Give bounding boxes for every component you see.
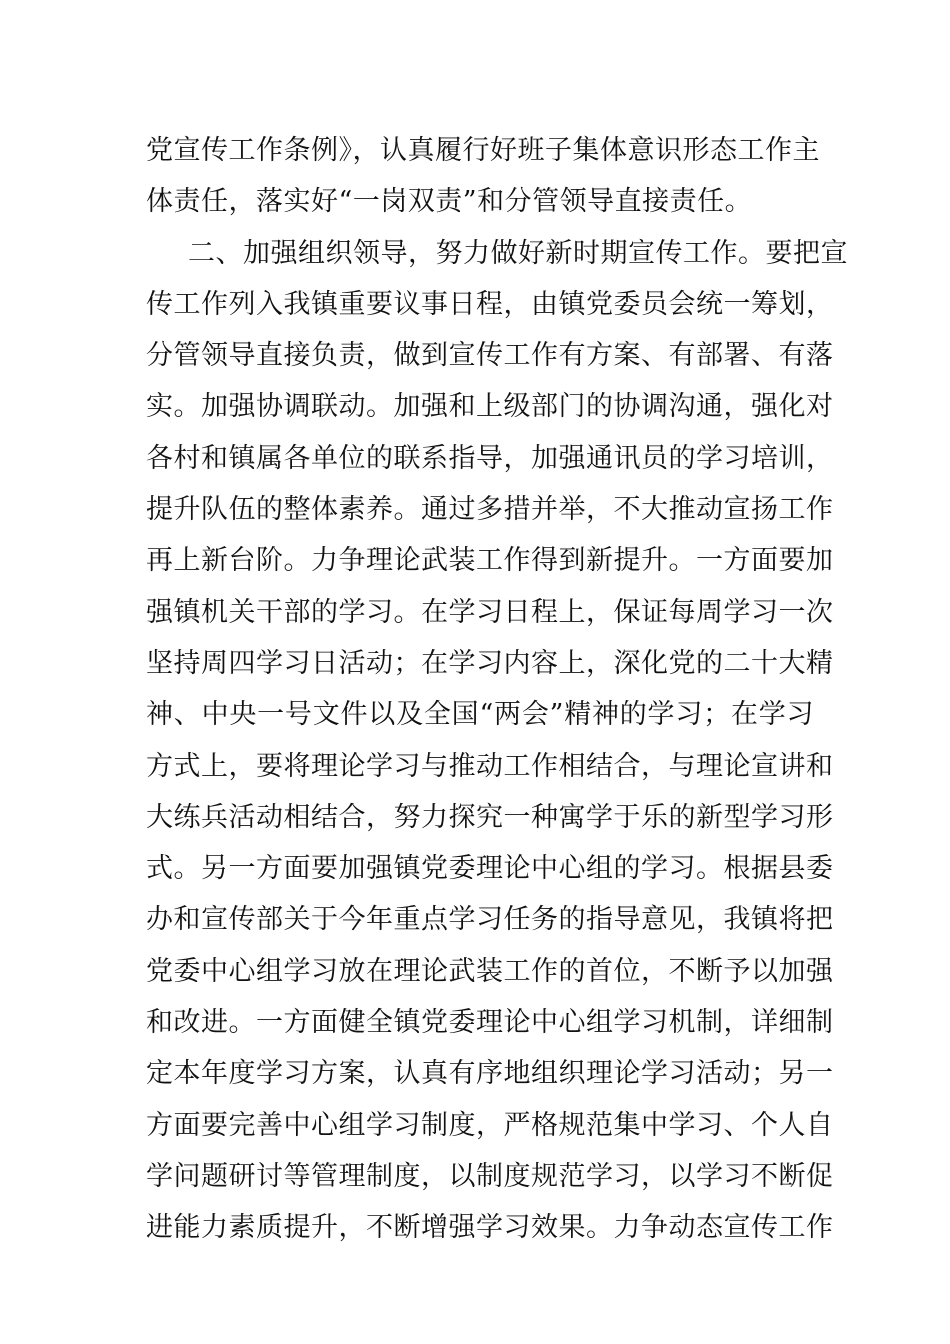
text-line: 方式上，要将理论学习与推动工作相结合，与理论宣讲和 xyxy=(146,750,834,782)
text-line: 实。加强协调联动。加强和上级部门的协调沟通，强化对 xyxy=(146,391,834,423)
text-line: 各村和镇属各单位的联系指导，加强通讯员的学习培训， xyxy=(146,442,834,474)
text-line: 强镇机关干部的学习。在学习日程上，保证每周学习一次 xyxy=(146,596,834,628)
text-line: 大练兵活动相结合，努力探究一种寓学于乐的新型学习形 xyxy=(146,801,834,833)
text-line: 方面要完善中心组学习制度，严格规范集中学习、个人自 xyxy=(146,1109,834,1141)
text-line: 定本年度学习方案，认真有序地组织理论学习活动；另一 xyxy=(146,1058,834,1090)
text-line: 党委中心组学习放在理论武装工作的首位，不断予以加强 xyxy=(146,955,834,987)
text-line: 坚持周四学习日活动；在学习内容上，深化党的二十大精 xyxy=(146,647,834,679)
text-line: 学问题研讨等管理制度，以制度规范学习，以学习不断促 xyxy=(146,1160,834,1192)
text-line: 式。另一方面要加强镇党委理论中心组的学习。根据县委 xyxy=(146,853,834,885)
text-line: 进能力素质提升，不断增强学习效果。力争动态宣传工作 xyxy=(146,1212,834,1244)
text-line: 传工作列入我镇重要议事日程，由镇党委员会统一筹划， xyxy=(146,288,834,320)
paragraph-start-line: 二、加强组织领导，努力做好新时期宣传工作。要把宣 xyxy=(188,237,848,269)
text-line: 提升队伍的整体素养。通过多措并举，不大推动宣扬工作 xyxy=(146,494,834,526)
text-line: 神、中央一号文件以及全国“两会”精神的学习；在学习 xyxy=(146,699,814,731)
text-line: 党宣传工作条例》，认真履行好班子集体意识形态工作主 xyxy=(146,135,820,166)
body-text xyxy=(146,125,848,1254)
text-line: 再上新台阶。力争理论武装工作得到新提升。一方面要加 xyxy=(146,545,834,577)
text-line: 分管领导直接负责，做到宣传工作有方案、有部署、有落 xyxy=(146,340,834,372)
text-line: 体责任，落实好“一岗双责”和分管领导直接责任。 xyxy=(146,186,753,218)
text-line: 和改进。一方面健全镇党委理论中心组学习机制，详细制 xyxy=(146,1007,834,1039)
text-line: 办和宣传部关于今年重点学习任务的指导意见，我镇将把 xyxy=(146,904,834,936)
